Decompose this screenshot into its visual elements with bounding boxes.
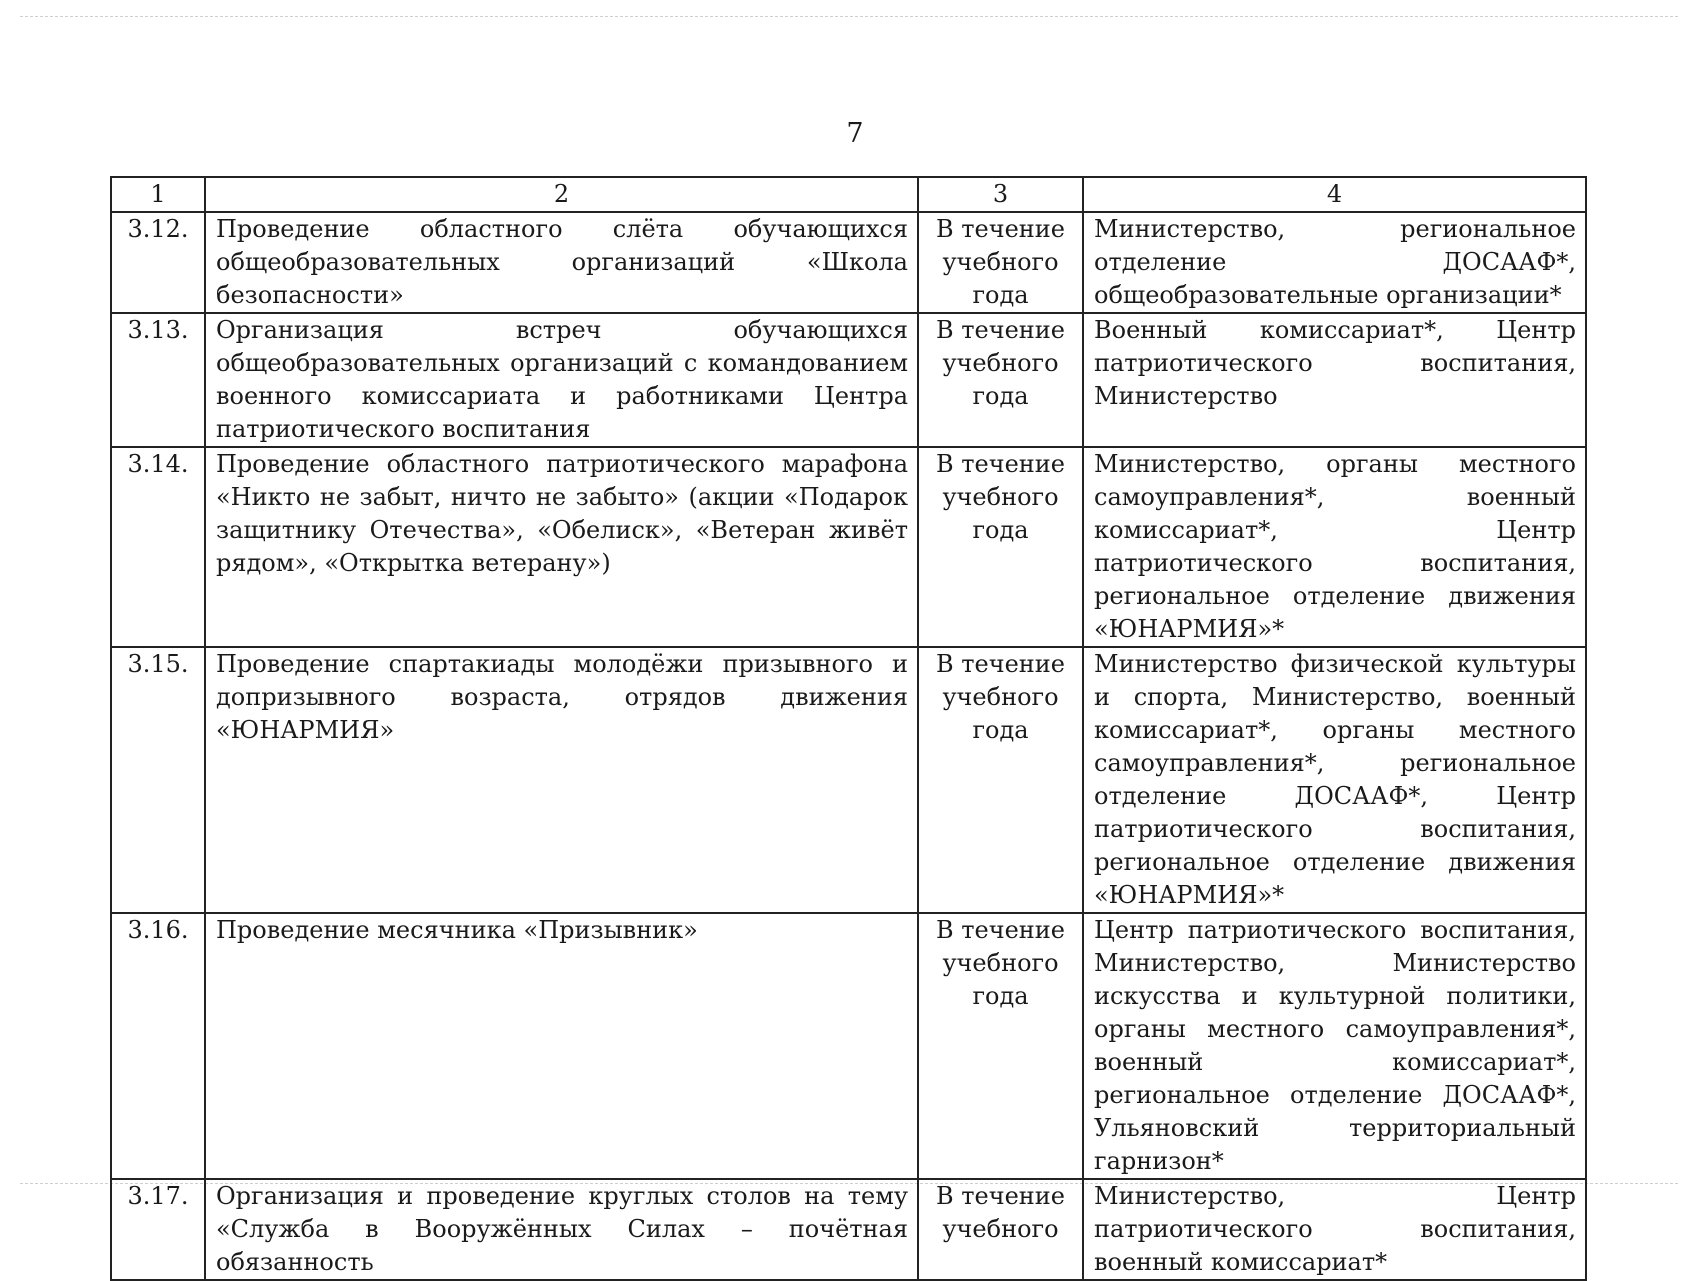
event-cell: Проведение областного патриотического марафона «Никто не забыт, ничто не забыто» (акции «Подарок защитнику Отечества», «Обелиск», «Ветеран живёт рядом», «Открытка ветерану») <box>205 447 918 647</box>
table-row <box>111 447 1586 647</box>
header-col-1: 1 <box>111 177 205 212</box>
table-row <box>111 313 1586 447</box>
page-number: 7 <box>846 118 864 149</box>
event-cell: Проведение месячника «Призывник» <box>205 913 918 1179</box>
period-cell: В течение учебного <box>918 1179 1083 1280</box>
header-col-4: 4 <box>1083 177 1586 212</box>
table-row <box>111 212 1586 313</box>
period-cell: В течение учебного года <box>918 447 1083 647</box>
row-number: 3.17. <box>111 1179 205 1280</box>
table-row <box>111 1179 1586 1280</box>
responsible-cell: Военный комиссариат*, Центр патриотического воспитания, Министерство <box>1083 313 1586 447</box>
period-cell: В течение учебного года <box>918 212 1083 313</box>
responsible-cell: Министерство, органы местного самоуправления*, военный комиссариат*, Центр патриотического воспитания, региональное отделение движения «ЮНАРМИЯ»* <box>1083 447 1586 647</box>
table-row <box>111 647 1586 913</box>
event-cell: Организация и проведение круглых столов на тему «Служба в Вооружённых Силах – почётная обязанность <box>205 1179 918 1280</box>
period-cell: В течение учебного года <box>918 913 1083 1179</box>
row-number: 3.14. <box>111 447 205 647</box>
top-scan-edge <box>20 16 1678 17</box>
period-cell: В течение учебного года <box>918 647 1083 913</box>
row-number: 3.15. <box>111 647 205 913</box>
plan-table <box>110 176 1587 1281</box>
event-cell: Проведение областного слёта обучающихся общеобразовательных организаций «Школа безопасности» <box>205 212 918 313</box>
period-cell: В течение учебного года <box>918 313 1083 447</box>
responsible-cell: Центр патриотического воспитания, Министерство, Министерство искусства и культурной политики, органы местного самоуправления*, военный комиссариат*, региональное отделение ДОСААФ*, Ульяновский территориальный гарнизон* <box>1083 913 1586 1179</box>
table-row <box>111 913 1586 1179</box>
responsible-cell: Министерство физической культуры и спорта, Министерство, военный комиссариат*, органы местного самоуправления*, региональное отделение ДОСААФ*, Центр патриотического воспитания, региональное отделение движения «ЮНАРМИЯ»* <box>1083 647 1586 913</box>
header-col-3: 3 <box>918 177 1083 212</box>
table-header-row <box>111 177 1586 212</box>
event-cell: Проведение спартакиады молодёжи призывного и допризывного возраста, отрядов движения «ЮНАРМИЯ» <box>205 647 918 913</box>
row-number: 3.12. <box>111 212 205 313</box>
row-number: 3.16. <box>111 913 205 1179</box>
event-cell: Организация встреч обучающихся общеобразовательных организаций с командованием военного комиссариата и работниками Центра патриотического воспитания <box>205 313 918 447</box>
responsible-cell: Министерство, Центр патриотического воспитания, военный комиссариат* <box>1083 1179 1586 1280</box>
row-number: 3.13. <box>111 313 205 447</box>
responsible-cell: Министерство, региональное отделение ДОСААФ*, общеобразовательные организации* <box>1083 212 1586 313</box>
header-col-2: 2 <box>205 177 918 212</box>
